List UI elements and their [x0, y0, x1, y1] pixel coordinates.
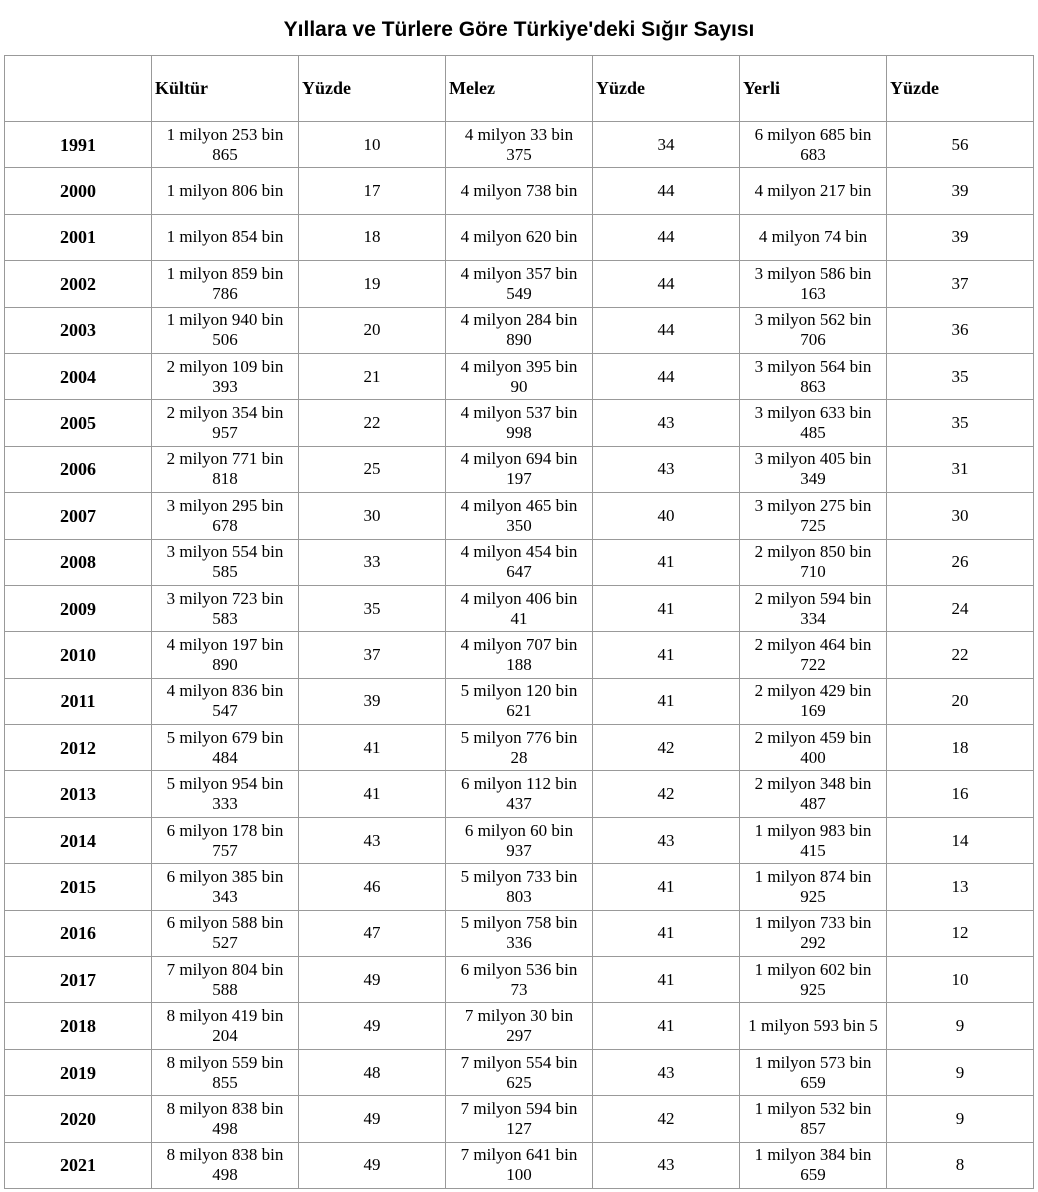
table-row [5, 353, 1034, 399]
header-cell-yerli: Yerli [740, 56, 887, 122]
melez-cell: 6 milyon 536 bin 73 [446, 957, 593, 1003]
table-body [5, 122, 1034, 1189]
page-title: Yıllara ve Türlere Göre Türkiye'deki Sığır Sayısı [283, 18, 755, 41]
kultur-cell: 5 milyon 679 bin 484 [152, 725, 299, 771]
table-row [5, 678, 1034, 724]
table-row [5, 214, 1034, 260]
melez-cell: 4 milyon 537 bin 998 [446, 400, 593, 446]
table-row [5, 168, 1034, 214]
table-row [5, 1003, 1034, 1049]
kultur-cell: 1 milyon 806 bin [152, 168, 299, 214]
yerli-percent-cell: 10 [887, 957, 1034, 1003]
cattle-table [4, 55, 1034, 1189]
melez-percent-cell: 42 [593, 725, 740, 771]
table-row [5, 725, 1034, 771]
kultur-cell: 1 milyon 253 bin 865 [152, 122, 299, 168]
kultur-cell: 3 milyon 554 bin 585 [152, 539, 299, 585]
table-row [5, 585, 1034, 631]
melez-percent-cell: 43 [593, 1142, 740, 1188]
yerli-percent-cell: 16 [887, 771, 1034, 817]
yerli-percent-cell: 35 [887, 400, 1034, 446]
yerli-percent-cell: 30 [887, 493, 1034, 539]
year-cell: 2000 [5, 168, 152, 214]
melez-cell: 4 milyon 454 bin 647 [446, 539, 593, 585]
kultur-cell: 7 milyon 804 bin 588 [152, 957, 299, 1003]
melez-percent-cell: 40 [593, 493, 740, 539]
year-cell: 2009 [5, 585, 152, 631]
kultur-percent-cell: 17 [299, 168, 446, 214]
table-row [5, 400, 1034, 446]
year-cell: 1991 [5, 122, 152, 168]
year-cell: 2005 [5, 400, 152, 446]
melez-cell: 7 milyon 554 bin 625 [446, 1049, 593, 1095]
yerli-cell: 2 milyon 464 bin 722 [740, 632, 887, 678]
yerli-cell: 6 milyon 685 bin 683 [740, 122, 887, 168]
yerli-cell: 2 milyon 348 bin 487 [740, 771, 887, 817]
table-row [5, 957, 1034, 1003]
melez-percent-cell: 43 [593, 446, 740, 492]
yerli-cell: 1 milyon 573 bin 659 [740, 1049, 887, 1095]
yerli-percent-cell: 39 [887, 168, 1034, 214]
kultur-percent-cell: 49 [299, 957, 446, 1003]
kultur-percent-cell: 22 [299, 400, 446, 446]
yerli-cell: 4 milyon 74 bin [740, 214, 887, 260]
yerli-percent-cell: 31 [887, 446, 1034, 492]
yerli-percent-cell: 13 [887, 864, 1034, 910]
melez-percent-cell: 44 [593, 168, 740, 214]
yerli-percent-cell: 24 [887, 585, 1034, 631]
kultur-percent-cell: 49 [299, 1096, 446, 1142]
melez-cell: 4 milyon 33 bin 375 [446, 122, 593, 168]
table-row [5, 261, 1034, 307]
kultur-percent-cell: 39 [299, 678, 446, 724]
table-row [5, 910, 1034, 956]
melez-cell: 4 milyon 357 bin 549 [446, 261, 593, 307]
year-cell: 2006 [5, 446, 152, 492]
melez-percent-cell: 44 [593, 353, 740, 399]
year-cell: 2008 [5, 539, 152, 585]
kultur-percent-cell: 47 [299, 910, 446, 956]
melez-percent-cell: 41 [593, 539, 740, 585]
kultur-cell: 2 milyon 354 bin 957 [152, 400, 299, 446]
kultur-cell: 3 milyon 295 bin 678 [152, 493, 299, 539]
header-cell-yuzde: Yüzde [887, 56, 1034, 122]
kultur-cell: 1 milyon 859 bin 786 [152, 261, 299, 307]
kultur-percent-cell: 30 [299, 493, 446, 539]
year-cell: 2018 [5, 1003, 152, 1049]
melez-percent-cell: 44 [593, 214, 740, 260]
kultur-cell: 3 milyon 723 bin 583 [152, 585, 299, 631]
yerli-percent-cell: 37 [887, 261, 1034, 307]
year-cell: 2010 [5, 632, 152, 678]
kultur-percent-cell: 49 [299, 1003, 446, 1049]
melez-percent-cell: 41 [593, 678, 740, 724]
melez-percent-cell: 41 [593, 632, 740, 678]
melez-percent-cell: 41 [593, 957, 740, 1003]
yerli-percent-cell: 36 [887, 307, 1034, 353]
melez-cell: 5 milyon 776 bin 28 [446, 725, 593, 771]
melez-cell: 4 milyon 738 bin [446, 168, 593, 214]
melez-percent-cell: 42 [593, 1096, 740, 1142]
yerli-percent-cell: 26 [887, 539, 1034, 585]
yerli-cell: 1 milyon 874 bin 925 [740, 864, 887, 910]
melez-cell: 4 milyon 707 bin 188 [446, 632, 593, 678]
kultur-percent-cell: 19 [299, 261, 446, 307]
header-cell-melez: Melez [446, 56, 593, 122]
year-cell: 2011 [5, 678, 152, 724]
melez-percent-cell: 41 [593, 910, 740, 956]
melez-cell: 5 milyon 120 bin 621 [446, 678, 593, 724]
melez-cell: 7 milyon 594 bin 127 [446, 1096, 593, 1142]
yerli-cell: 2 milyon 594 bin 334 [740, 585, 887, 631]
melez-percent-cell: 43 [593, 817, 740, 863]
table-row [5, 122, 1034, 168]
yerli-cell: 1 milyon 733 bin 292 [740, 910, 887, 956]
kultur-cell: 8 milyon 419 bin 204 [152, 1003, 299, 1049]
melez-percent-cell: 41 [593, 585, 740, 631]
year-cell: 2001 [5, 214, 152, 260]
table-row [5, 1049, 1034, 1095]
kultur-cell: 2 milyon 109 bin 393 [152, 353, 299, 399]
melez-percent-cell: 43 [593, 1049, 740, 1095]
table-row [5, 817, 1034, 863]
melez-cell: 5 milyon 758 bin 336 [446, 910, 593, 956]
kultur-cell: 6 milyon 385 bin 343 [152, 864, 299, 910]
melez-cell: 4 milyon 395 bin 90 [446, 353, 593, 399]
year-cell: 2016 [5, 910, 152, 956]
kultur-percent-cell: 43 [299, 817, 446, 863]
melez-cell: 4 milyon 406 bin 41 [446, 585, 593, 631]
yerli-cell: 1 milyon 532 bin 857 [740, 1096, 887, 1142]
kultur-percent-cell: 35 [299, 585, 446, 631]
header-cell-empty [5, 56, 152, 122]
header-cell-yuzde: Yüzde [593, 56, 740, 122]
kultur-percent-cell: 41 [299, 725, 446, 771]
yerli-cell: 1 milyon 983 bin 415 [740, 817, 887, 863]
kultur-percent-cell: 37 [299, 632, 446, 678]
yerli-cell: 3 milyon 405 bin 349 [740, 446, 887, 492]
kultur-cell: 4 milyon 197 bin 890 [152, 632, 299, 678]
kultur-percent-cell: 21 [299, 353, 446, 399]
table-row [5, 771, 1034, 817]
melez-cell: 4 milyon 694 bin 197 [446, 446, 593, 492]
header-cell-yuzde: Yüzde [299, 56, 446, 122]
table-row [5, 632, 1034, 678]
yerli-cell: 1 milyon 384 bin 659 [740, 1142, 887, 1188]
yerli-cell: 3 milyon 275 bin 725 [740, 493, 887, 539]
yerli-cell: 3 milyon 586 bin 163 [740, 261, 887, 307]
melez-cell: 6 milyon 60 bin 937 [446, 817, 593, 863]
melez-percent-cell: 41 [593, 1003, 740, 1049]
year-cell: 2021 [5, 1142, 152, 1188]
yerli-percent-cell: 14 [887, 817, 1034, 863]
year-cell: 2013 [5, 771, 152, 817]
year-cell: 2007 [5, 493, 152, 539]
melez-cell: 4 milyon 284 bin 890 [446, 307, 593, 353]
kultur-cell: 6 milyon 588 bin 527 [152, 910, 299, 956]
yerli-percent-cell: 20 [887, 678, 1034, 724]
kultur-cell: 2 milyon 771 bin 818 [152, 446, 299, 492]
yerli-percent-cell: 9 [887, 1049, 1034, 1095]
year-cell: 2019 [5, 1049, 152, 1095]
kultur-percent-cell: 49 [299, 1142, 446, 1188]
yerli-percent-cell: 35 [887, 353, 1034, 399]
kultur-percent-cell: 33 [299, 539, 446, 585]
yerli-cell: 4 milyon 217 bin [740, 168, 887, 214]
kultur-percent-cell: 25 [299, 446, 446, 492]
kultur-percent-cell: 18 [299, 214, 446, 260]
year-cell: 2012 [5, 725, 152, 771]
table-row [5, 864, 1034, 910]
kultur-cell: 1 milyon 854 bin [152, 214, 299, 260]
kultur-cell: 5 milyon 954 bin 333 [152, 771, 299, 817]
yerli-percent-cell: 39 [887, 214, 1034, 260]
melez-cell: 4 milyon 620 bin [446, 214, 593, 260]
year-cell: 2014 [5, 817, 152, 863]
table-row [5, 307, 1034, 353]
yerli-cell: 3 milyon 562 bin 706 [740, 307, 887, 353]
year-cell: 2020 [5, 1096, 152, 1142]
melez-percent-cell: 41 [593, 864, 740, 910]
year-cell: 2004 [5, 353, 152, 399]
yerli-percent-cell: 18 [887, 725, 1034, 771]
header-cell-kultur: Kültür [152, 56, 299, 122]
yerli-percent-cell: 9 [887, 1096, 1034, 1142]
melez-percent-cell: 34 [593, 122, 740, 168]
yerli-cell: 1 milyon 593 bin 5 [740, 1003, 887, 1049]
melez-percent-cell: 43 [593, 400, 740, 446]
yerli-cell: 2 milyon 459 bin 400 [740, 725, 887, 771]
table-row [5, 539, 1034, 585]
yerli-percent-cell: 22 [887, 632, 1034, 678]
melez-percent-cell: 42 [593, 771, 740, 817]
yerli-percent-cell: 56 [887, 122, 1034, 168]
yerli-cell: 1 milyon 602 bin 925 [740, 957, 887, 1003]
melez-cell: 4 milyon 465 bin 350 [446, 493, 593, 539]
year-cell: 2015 [5, 864, 152, 910]
table-row [5, 1142, 1034, 1188]
table-row [5, 493, 1034, 539]
kultur-percent-cell: 20 [299, 307, 446, 353]
melez-cell: 6 milyon 112 bin 437 [446, 771, 593, 817]
melez-percent-cell: 44 [593, 307, 740, 353]
melez-cell: 5 milyon 733 bin 803 [446, 864, 593, 910]
yerli-percent-cell: 9 [887, 1003, 1034, 1049]
kultur-cell: 8 milyon 838 bin 498 [152, 1096, 299, 1142]
melez-cell: 7 milyon 30 bin 297 [446, 1003, 593, 1049]
yerli-percent-cell: 8 [887, 1142, 1034, 1188]
melez-percent-cell: 44 [593, 261, 740, 307]
yerli-cell: 2 milyon 850 bin 710 [740, 539, 887, 585]
yerli-cell: 3 milyon 633 bin 485 [740, 400, 887, 446]
table-row [5, 446, 1034, 492]
yerli-cell: 3 milyon 564 bin 863 [740, 353, 887, 399]
yerli-cell: 2 milyon 429 bin 169 [740, 678, 887, 724]
kultur-cell: 4 milyon 836 bin 547 [152, 678, 299, 724]
kultur-percent-cell: 10 [299, 122, 446, 168]
yerli-percent-cell: 12 [887, 910, 1034, 956]
kultur-cell: 8 milyon 838 bin 498 [152, 1142, 299, 1188]
kultur-percent-cell: 48 [299, 1049, 446, 1095]
table-row [5, 1096, 1034, 1142]
header-row [5, 56, 1034, 122]
kultur-cell: 1 milyon 940 bin 506 [152, 307, 299, 353]
kultur-cell: 6 milyon 178 bin 757 [152, 817, 299, 863]
year-cell: 2017 [5, 957, 152, 1003]
melez-cell: 7 milyon 641 bin 100 [446, 1142, 593, 1188]
kultur-cell: 8 milyon 559 bin 855 [152, 1049, 299, 1095]
kultur-percent-cell: 41 [299, 771, 446, 817]
year-cell: 2002 [5, 261, 152, 307]
kultur-percent-cell: 46 [299, 864, 446, 910]
year-cell: 2003 [5, 307, 152, 353]
